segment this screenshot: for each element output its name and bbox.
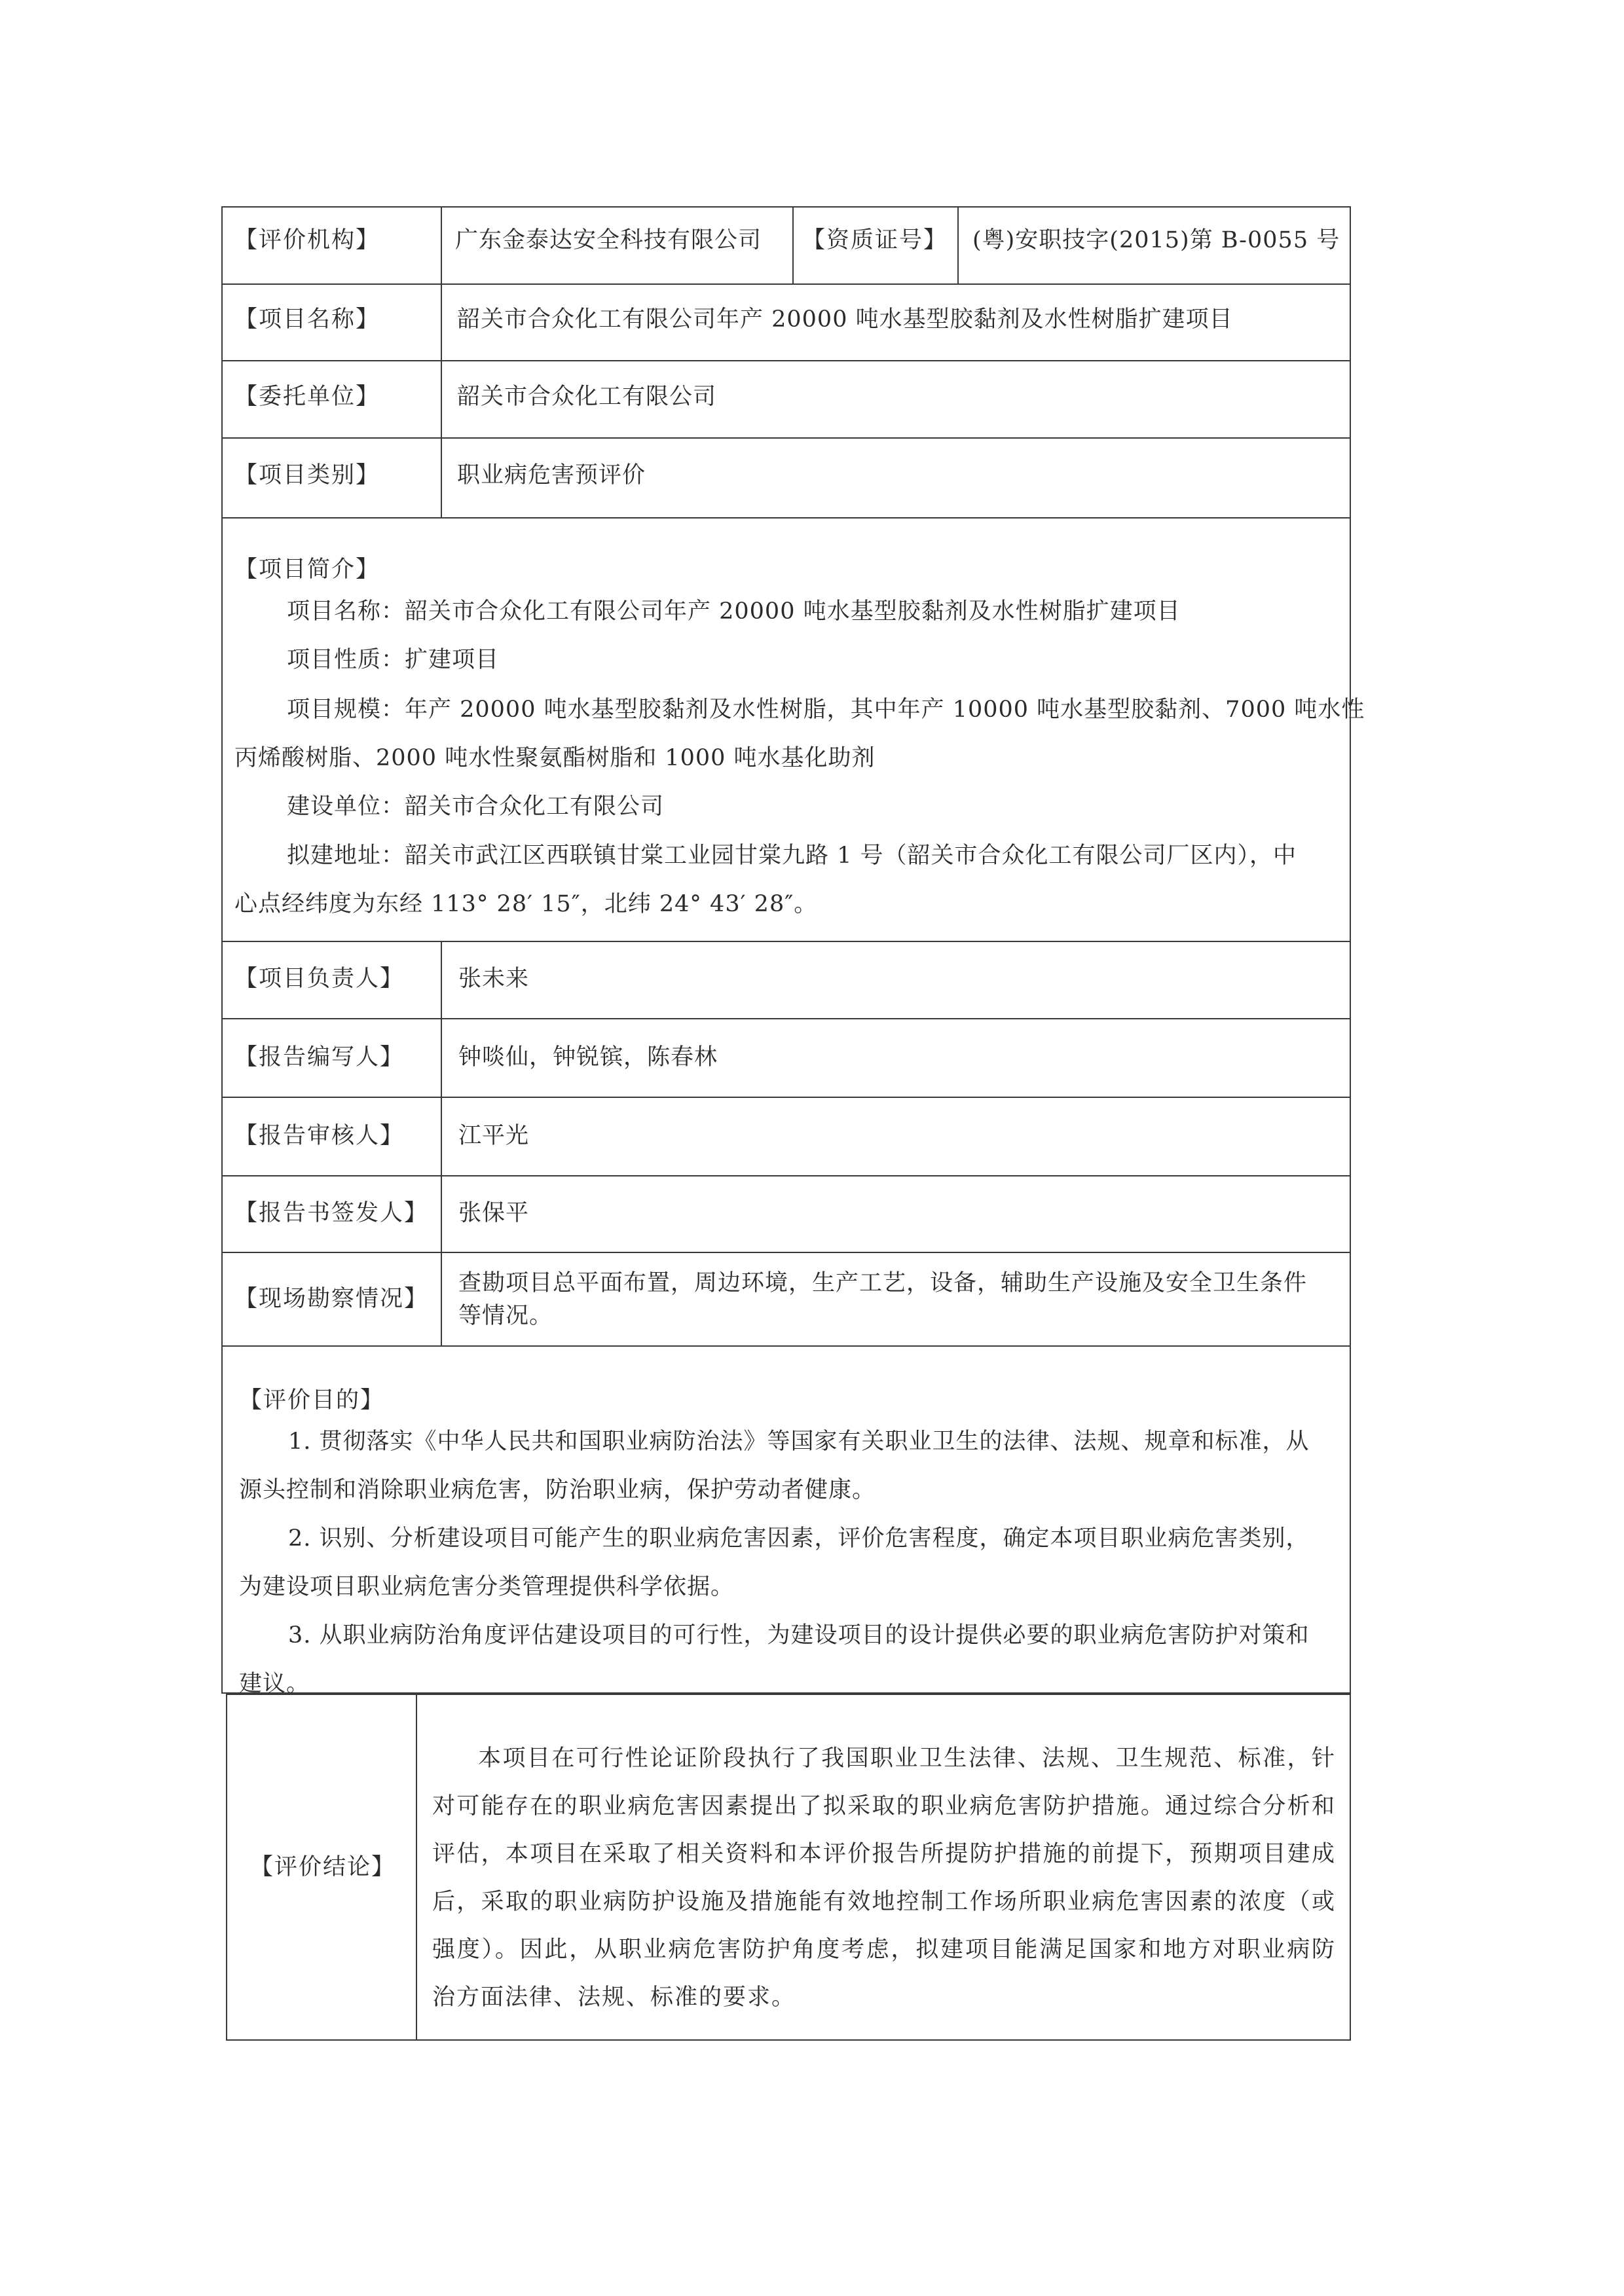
- survey-value-line-1: 查勘项目总平面布置，周边环境，生产工艺，设备，辅助生产设施及安全卫生条件: [458, 1270, 1308, 1296]
- intro-scale-line-1: 项目规模：年产 20000 吨水基型胶黏剂及水性树脂，其中年产 10000 吨水基型胶黏剂、7000 吨水性: [287, 697, 1365, 723]
- intro-scale-line-2: 丙烯酸树脂、2000 吨水性聚氨酯树脂和 1000 吨水基化助剂: [234, 745, 876, 771]
- intro-builder-line: 建设单位：韶关市合众化工有限公司: [287, 793, 665, 820]
- row-divider: [221, 941, 1351, 942]
- people-value-issuer: 张保平: [458, 1200, 530, 1226]
- client-label: 【委托单位】: [234, 384, 380, 410]
- intro-heading: 【项目简介】: [234, 556, 380, 583]
- col-divider: [957, 206, 959, 283]
- project-name-label: 【项目名称】: [234, 306, 380, 333]
- cert-value: (粤)安职技字(2015)第 B-0055 号: [972, 227, 1340, 253]
- conclusion-text: 本项目在可行性论证阶段执行了我国职业卫生法律、法规、卫生规范、标准，针对可能存在的职业病危害因素提出了拟采取的职业病危害防护措施。通过综合分析和评估，本项目在采取了相关资料和本评价报告所提防护措施的前提下，预期项目建成后，采取的职业病防护设施及措施能有效地控制工作场所职业病危害因素的浓度（或强度）。因此，从职业病危害防护角度考虑，拟建项目能满足国家和地方对职业病防治方面法律、法规、标准的要求。: [432, 1745, 1336, 2011]
- purpose-p2-line-1: 2. 识别、分析建设项目可能产生的职业病危害因素，评价危害程度，确定本项目职业病危害类别，: [288, 1525, 1310, 1552]
- row-divider: [221, 437, 1351, 439]
- intro-site-line-2: 心点经纬度为东经 113° 28′ 15″，北纬 24° 43′ 28″。: [234, 891, 818, 917]
- intro-name-line: 项目名称：韶关市合众化工有限公司年产 20000 吨水基型胶黏剂及水性树脂扩建项目: [287, 598, 1181, 625]
- people-label-issuer: 【报告书签发人】: [234, 1200, 429, 1226]
- row-divider: [221, 517, 1351, 519]
- intro-site-line-1: 拟建地址：韶关市武江区西联镇甘棠工业园甘棠九路 1 号（韶关市合众化工有限公司厂区内），中: [287, 843, 1297, 869]
- purpose-p1-line-1: 1. 贯彻落实《中华人民共和国职业病防治法》等国家有关职业卫生的法律、法规、规章和标准，从: [288, 1429, 1310, 1455]
- people-value-writers: 钟啖仙，钟锐镔，陈春林: [458, 1044, 718, 1070]
- category-label: 【项目类别】: [234, 462, 380, 488]
- org-label: 【评价机构】: [234, 227, 380, 253]
- people-label-writers: 【报告编写人】: [234, 1044, 405, 1070]
- col-divider: [416, 1694, 417, 2041]
- category-value: 职业病危害预评价: [457, 462, 646, 488]
- col-divider: [441, 206, 442, 517]
- row-divider: [221, 1252, 1351, 1253]
- conclusion-label: 【评价结论】: [250, 1854, 396, 1880]
- people-label-leader: 【项目负责人】: [234, 966, 405, 992]
- col-divider: [792, 206, 794, 283]
- purpose-p3-line-2: 建议。: [239, 1671, 310, 1697]
- purpose-p2-line-2: 为建设项目职业病危害分类管理提供科学依据。: [239, 1574, 735, 1600]
- row-divider: [221, 1018, 1351, 1019]
- people-value-reviewer: 江平光: [458, 1123, 530, 1149]
- main-table-frame: [221, 206, 1351, 1694]
- row-divider: [221, 1097, 1351, 1098]
- intro-nature-line: 项目性质：扩建项目: [287, 647, 500, 673]
- col-divider: [441, 941, 442, 1345]
- survey-value-line-2: 等情况。: [458, 1303, 553, 1329]
- org-value: 广东金泰达安全科技有限公司: [455, 227, 762, 253]
- row-divider: [221, 283, 1351, 285]
- row-divider: [221, 1345, 1351, 1347]
- purpose-p3-line-1: 3. 从职业病防治角度评估建设项目的可行性，为建设项目的设计提供必要的职业病危害防护对策和: [288, 1622, 1310, 1649]
- row-divider: [221, 360, 1351, 361]
- cert-label: 【资质证号】: [802, 227, 948, 253]
- survey-label: 【现场勘察情况】: [234, 1286, 429, 1312]
- people-label-reviewer: 【报告审核人】: [234, 1123, 405, 1149]
- project-name-value: 韶关市合众化工有限公司年产 20000 吨水基型胶黏剂及水性树脂扩建项目: [457, 306, 1233, 333]
- row-divider: [221, 1175, 1351, 1176]
- client-value: 韶关市合众化工有限公司: [457, 384, 717, 410]
- purpose-p1-line-2: 源头控制和消除职业病危害，防治职业病，保护劳动者健康。: [239, 1477, 876, 1503]
- purpose-heading: 【评价目的】: [239, 1387, 385, 1413]
- people-value-leader: 张未来: [458, 966, 530, 992]
